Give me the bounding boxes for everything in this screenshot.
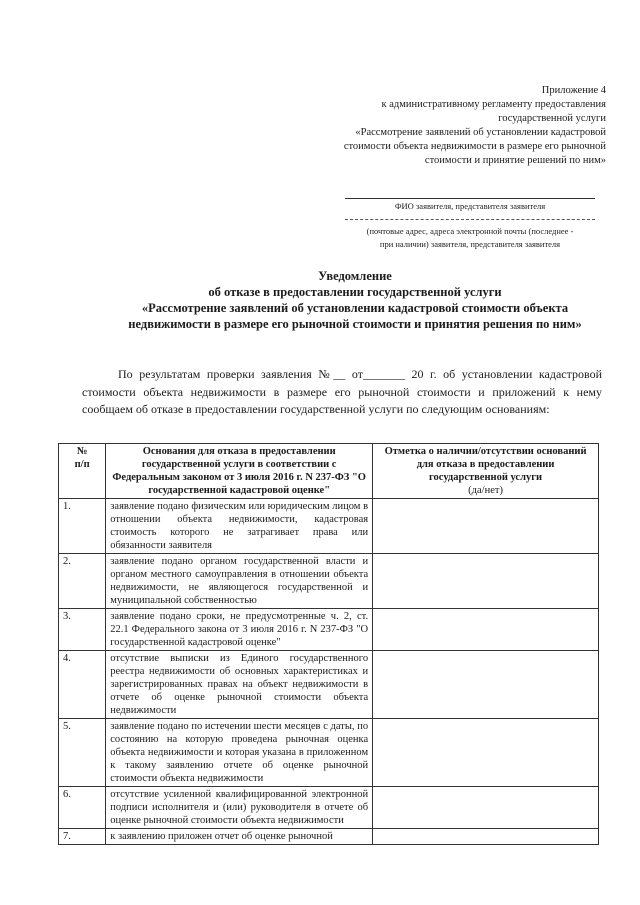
- row-number: 5.: [59, 719, 106, 787]
- table-row: [59, 829, 599, 845]
- intro-paragraph: [82, 366, 602, 419]
- name-line: [345, 198, 595, 199]
- appendix-line: «Рассмотрение заявлений об установлении кадастровой: [355, 127, 606, 138]
- row-number: 6.: [59, 787, 106, 829]
- table-row: [59, 609, 599, 651]
- row-ground: отсутствие выписки из Единого государственного реестра недвижимости об основных характеристиках и зарегистрированных правах на объект недвижимости в отчете об оценке рыночной стоимости объекта недвижимости: [106, 651, 373, 719]
- table-row: [59, 651, 599, 719]
- title-line: об отказе в предоставлении государственной услуги: [208, 285, 502, 299]
- row-ground: отсутствие усиленной квалифицированной электронной подписи исполнителя и (или) руководителя в отчете об оценке рыночной стоимости объекта недвижимости: [106, 787, 373, 829]
- appendix-line: Приложение 4: [541, 85, 606, 96]
- table-row: [59, 787, 599, 829]
- appendix-header: [306, 84, 606, 168]
- name-caption: ФИО заявителя, представителя заявителя: [394, 201, 546, 211]
- mark-header: [373, 444, 599, 499]
- row-ground: заявление подано сроки, не предусмотренные ч. 2, ст. 22.1 Федерального закона от 3 июля 2016 г. N 237-ФЗ "О государственной кадастровой оценке": [106, 609, 373, 651]
- num-header-line: п/п: [74, 459, 90, 470]
- num-header-line: №: [76, 446, 88, 457]
- intro-text: По результатам проверки заявления №__ от_______ 20 г. об установлении кадастровой стоимости объекта недвижимости в размере его рыночной стоимости и приложений к нему сообщаем об отказе в предоставлении государственной услуги по следующим основаниям:: [82, 367, 602, 416]
- row-ground: заявление подано физическим или юридическим лицом в отношении объекта недвижимости, кадастровая стоимость которого не затрагивает права или обязанности заявителя: [106, 499, 373, 554]
- row-ground: к заявлению приложен отчет об оценке рыночной: [106, 829, 373, 845]
- grounds-table: [58, 443, 599, 845]
- row-mark-cell[interactable]: [373, 651, 599, 719]
- appendix-line: стоимости объекта недвижимости в размере его рыночной: [343, 141, 606, 152]
- address-line: [345, 219, 595, 220]
- table-header-row: [59, 444, 599, 499]
- row-mark-cell[interactable]: [373, 719, 599, 787]
- row-mark-cell[interactable]: [373, 499, 599, 554]
- ground-header: Основания для отказа в предоставлении государственной услуги в соответствии с Федеральным законом от 3 июля 2016 г. N 237-ФЗ "О государственной кадастровой оценке": [106, 444, 373, 499]
- row-number: 3.: [59, 609, 106, 651]
- applicant-block: [345, 198, 595, 250]
- row-number: 4.: [59, 651, 106, 719]
- row-mark-cell[interactable]: [373, 554, 599, 609]
- row-mark-cell[interactable]: [373, 609, 599, 651]
- mark-header-text: [377, 445, 594, 497]
- mark-header-sub: (да/нет): [468, 485, 503, 496]
- title-line: «Рассмотрение заявлений об установлении кадастровой стоимости объекта: [141, 301, 569, 315]
- row-number: 2.: [59, 554, 106, 609]
- appendix-line: к административному регламенту предоставления: [381, 99, 606, 110]
- address-caption: (почтовые адрес, адреса электронной почты (последнее -: [366, 226, 574, 236]
- row-number: 1.: [59, 499, 106, 554]
- row-number: 7.: [59, 829, 106, 845]
- table-row: [59, 499, 599, 554]
- address-caption-2: при наличии) заявителя, представителя заявителя: [379, 239, 561, 249]
- row-mark-cell[interactable]: [373, 829, 599, 845]
- table-row: [59, 719, 599, 787]
- row-mark-cell[interactable]: [373, 787, 599, 829]
- appendix-line: стоимости и принятие решений по ним»: [424, 155, 606, 166]
- appendix-line: государственной услуги: [498, 113, 606, 124]
- title-line: недвижимости в размере его рыночной стоимости и принятия решения по ним»: [128, 317, 582, 331]
- document-title: [70, 268, 640, 332]
- row-ground: заявление подано органом государственной власти и органом местного самоуправления в отношении объекта недвижимости, не являющегося государственной и муниципальной собственностью: [106, 554, 373, 609]
- title-line: Уведомление: [318, 269, 392, 283]
- table-row: [59, 554, 599, 609]
- mark-header-line: Отметка о наличии/отсутствии оснований для отказа в предоставлении государственной услуги: [384, 446, 587, 483]
- num-header: [59, 444, 106, 499]
- row-ground: заявление подано по истечении шести месяцев с даты, по состоянию на которую проведена рыночная оценка объекта недвижимости и которая указана в приложенном к такому заявлению отчете об оценке рыночной стоимости объекта недвижимости: [106, 719, 373, 787]
